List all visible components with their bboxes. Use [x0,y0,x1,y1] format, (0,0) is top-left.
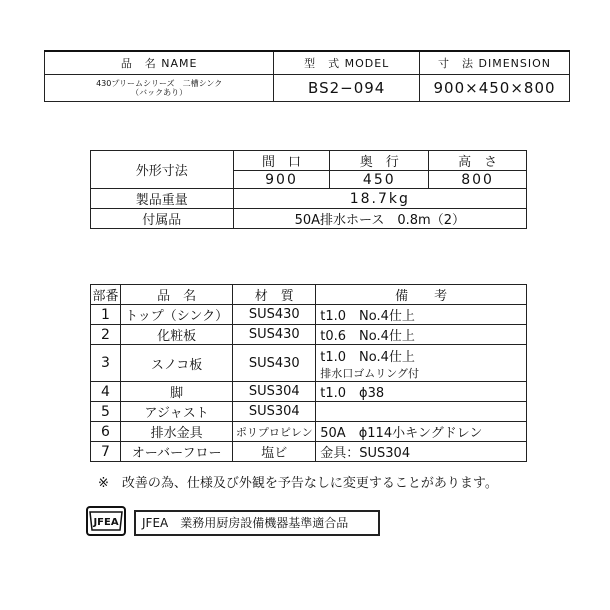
jfea-logo-icon [86,506,126,536]
parts-note-header: 備 考 [316,285,527,305]
part-name: オーバーフロー [120,442,232,462]
jfea-logo-text: JFEA [93,517,119,528]
depth-value: 450 [330,171,429,189]
width-value: 900 [233,171,330,189]
parts-name-header: 品 名 [120,285,232,305]
outer-size-label: 外形寸法 [91,151,234,189]
table-row [91,325,527,345]
part-note: t0.6 No.4仕上 [316,325,527,345]
parts-table [90,284,527,462]
part-note-multiline [316,345,527,382]
specs-table [90,150,527,229]
product-name-cell [45,75,274,102]
weight-label: 製品重量 [91,189,234,209]
part-material: SUS304 [233,402,316,422]
part-note: t1.0 ϕ38 [316,382,527,402]
part-note-line1: t1.0 No.4仕上 [320,349,415,365]
parts-material-header: 材 質 [233,285,316,305]
accessory-label: 付属品 [91,209,234,229]
model-value: BS2−094 [274,75,420,102]
part-no: 1 [91,305,121,325]
part-no: 3 [91,345,121,382]
part-no: 7 [91,442,121,462]
part-material: 塩ビ [233,442,316,462]
jfea-certification-label: JFEA 業務用厨房設備機器基準適合品 [134,510,380,536]
change-notice: ※ 改善の為、仕様及び外観を予告なしに変更することがあります。 [98,476,498,491]
part-note: 50A ϕ114小キングドレン [316,422,527,442]
part-no: 2 [91,325,121,345]
table-row [91,345,527,382]
table-row [91,402,527,422]
part-name: 排水金具 [120,422,232,442]
parts-no-header: 部番 [91,285,121,305]
table-row [91,442,527,462]
part-name: 化粧板 [120,325,232,345]
part-name: スノコ板 [120,345,232,382]
table-row [91,382,527,402]
model-header: 型 式 MODEL [274,51,420,75]
part-note: t1.0 No.4仕上 [316,305,527,325]
height-label: 高 さ [429,151,527,171]
depth-label: 奥 行 [330,151,429,171]
name-header: 品 名 NAME [45,51,274,75]
part-material: SUS430 [233,325,316,345]
part-material: ポリプロピレン [233,422,316,442]
width-label: 間 口 [233,151,330,171]
part-name: 脚 [120,382,232,402]
table-row [91,305,527,325]
part-no: 5 [91,402,121,422]
product-name-line2: （バックあり） [131,88,188,97]
part-note: 金具：SUS304 [316,442,527,462]
part-no: 6 [91,422,121,442]
product-name-line1: 430プリームシリーズ 二槽シンク [96,79,223,88]
product-header-table [44,50,570,102]
part-material: SUS304 [233,382,316,402]
accessory-value: 50A排水ホース 0.8m（2） [233,209,526,229]
weight-value: 18.7kg [233,189,526,209]
part-material: SUS430 [233,345,316,382]
part-name: トップ（シンク） [120,305,232,325]
part-material: SUS430 [233,305,316,325]
part-no: 4 [91,382,121,402]
part-note [316,402,527,422]
part-note-line2: 排水口ゴムリング付 [320,366,420,380]
height-value: 800 [429,171,527,189]
dimension-header: 寸 法 DIMENSION [420,51,570,75]
dimension-value: 900×450×800 [420,75,570,102]
part-name: アジャスト [120,402,232,422]
table-row [91,422,527,442]
